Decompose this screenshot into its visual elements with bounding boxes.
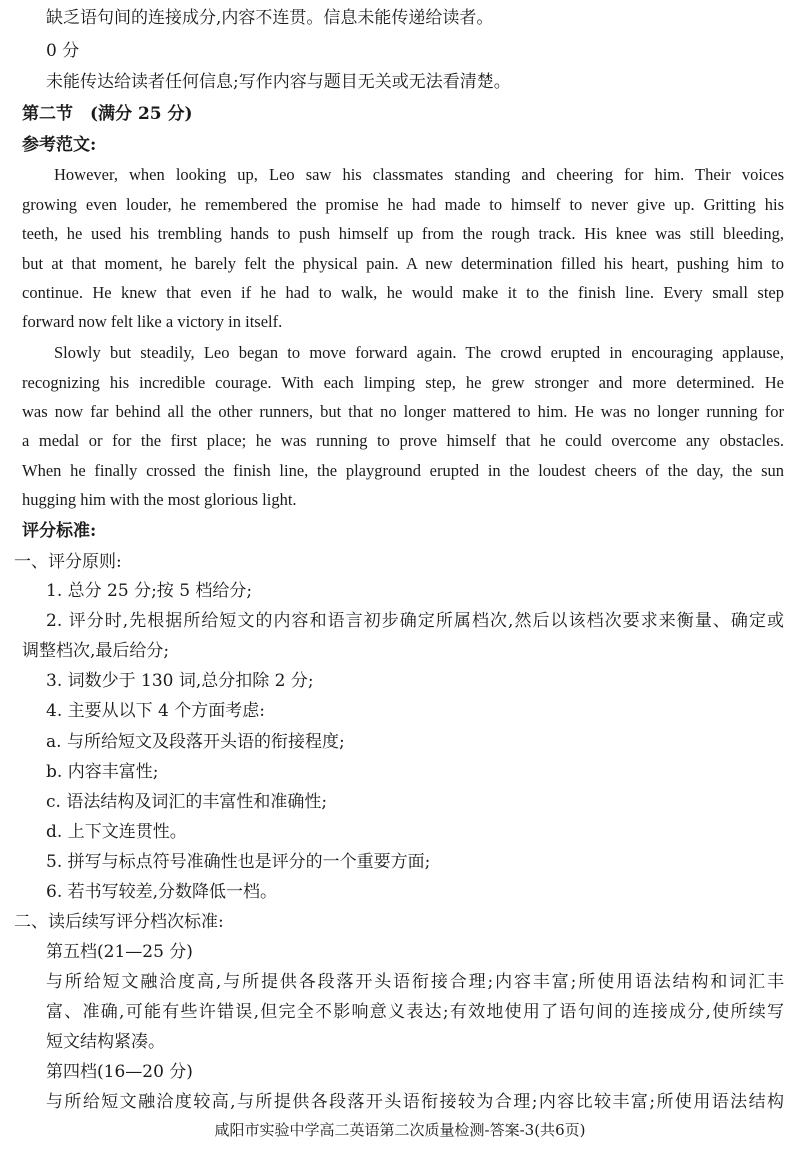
principle-item: d. 上下文连贯性。 (46, 822, 187, 842)
sample-essay-title: 参考范文: (22, 135, 97, 155)
zero-score-description: 未能传达给读者任何信息;写作内容与题目无关或无法看清楚。 (46, 72, 511, 92)
zero-score-label: 0 分 (46, 41, 80, 61)
essay-line: When he finally crossed the finish line, the playground erupted in the loudest cheers of the day, the sun (22, 461, 784, 480)
section-title: 第二节 (满分 25 分) (22, 104, 193, 124)
essay-line: hugging him with the most glorious light. (22, 490, 297, 509)
essay-line: growing even louder, he remembered the promise he had made to himself to never give up. Gritting his (22, 195, 784, 214)
principle-item: 3. 词数少于 130 词,总分扣除 2 分; (46, 671, 314, 691)
page-footer: 咸阳市实验中学高二英语第二次质量检测-答案-3(共6页) (214, 1121, 586, 1139)
essay-line: was now far behind all the other runners, but that no longer mattered to him. He was no longer running for (22, 402, 784, 421)
criteria-title: 评分标准: (22, 521, 97, 541)
principle-item: 4. 主要从以下 4 个方面考虑: (46, 701, 265, 721)
essay-line: continue. He knew that even if he had to walk, he would make it to the finish line. Every small step (22, 283, 784, 302)
level-4-title: 第四档(16—20 分) (46, 1062, 193, 1082)
levels-title: 二、读后续写评分档次标准: (14, 912, 224, 932)
principle-item: 6. 若书写较差,分数降低一档。 (46, 882, 278, 902)
level-line: 与所给短文融洽度高,与所提供各段落开头语衔接合理;内容丰富;所使用语法结构和词汇丰 (46, 972, 784, 992)
essay-line: recognizing his incredible courage. With each limping step, he grew stronger and more determined. He (22, 373, 784, 392)
level-5-title: 第五档(21—25 分) (46, 942, 193, 962)
essay-line: Slowly but steadily, Leo began to move forward again. The crowd erupted in encouraging applause, (54, 343, 784, 362)
principle-item: 2. 评分时,先根据所给短文的内容和语言初步确定所属档次,然后以该档次要求来衡量、确定或 (46, 611, 784, 631)
essay-line: However, when looking up, Leo saw his classmates standing and cheering for him. Their voices (54, 165, 784, 184)
principle-item: c. 语法结构及词汇的丰富性和准确性; (46, 792, 328, 812)
principle-item: a. 与所给短文及段落开头语的衔接程度; (46, 732, 345, 752)
level-line: 短文结构紧凑。 (46, 1032, 165, 1052)
principle-item: 5. 拼写与标点符号准确性也是评分的一个重要方面; (46, 852, 431, 872)
principles-title: 一、评分原则: (14, 552, 122, 572)
level-line: 富、准确,可能有些许错误,但完全不影响意义表达;有效地使用了语句间的连接成分,使所续写 (46, 1002, 784, 1022)
grade-level-text: 缺乏语句间的连接成分,内容不连贯。信息未能传递给读者。 (46, 8, 494, 28)
level-line: 与所给短文融洽度较高,与所提供各段落开头语衔接较为合理;内容比较丰富;所使用语法结构 (46, 1092, 784, 1112)
essay-line: teeth, he used his trembling hands to push himself up from the rough track. His knee was still bleeding, (22, 224, 784, 243)
essay-line: but at that moment, he barely felt the physical pain. A new determination filled his heart, pushing him to (22, 254, 784, 273)
principle-item: 1. 总分 25 分;按 5 档给分; (46, 581, 253, 601)
principle-item: b. 内容丰富性; (46, 762, 159, 782)
principle-item: 调整档次,最后给分; (22, 641, 170, 661)
essay-line: a medal or for the first place; he was running to prove himself that he could overcome any obstacles. (22, 431, 784, 450)
essay-line: forward now felt like a victory in itself. (22, 312, 283, 331)
